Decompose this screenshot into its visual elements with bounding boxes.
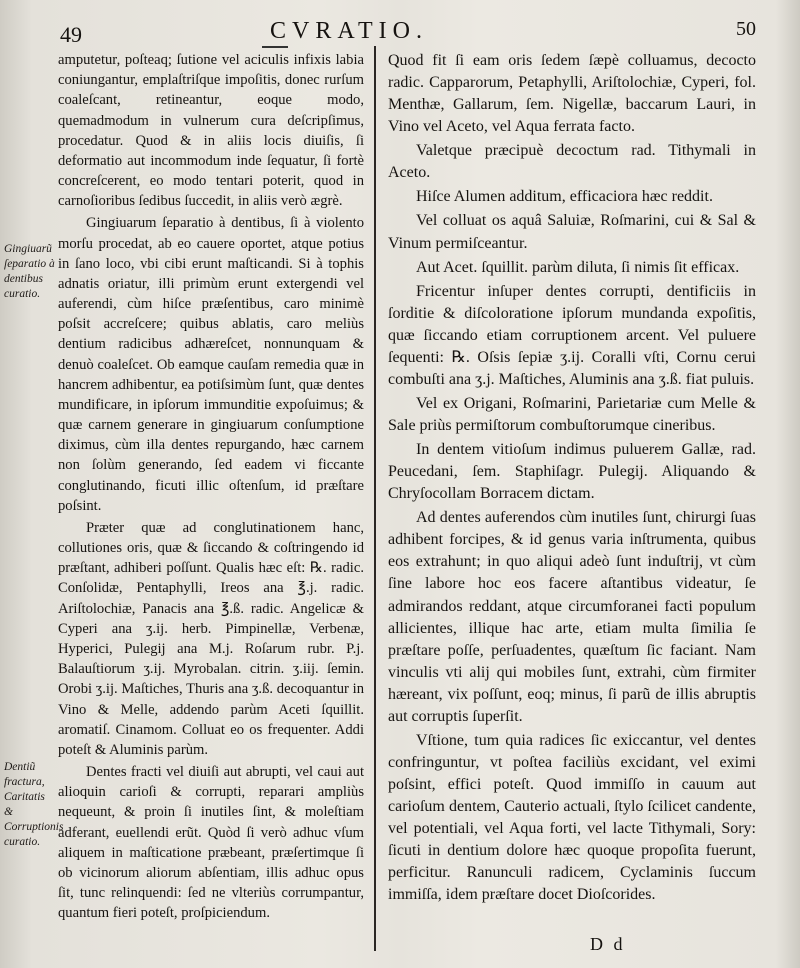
signature-mark: D d xyxy=(590,934,626,954)
folio-left: 49 xyxy=(60,22,82,47)
head-rule xyxy=(262,46,288,48)
paragraph: Vel colluat os aquâ Saluiæ, Roſmarini, cui & Sal & Vinum permiſceantur. xyxy=(388,212,756,252)
paragraph: Quod fit ſi eam oris ſedem ſæpè colluamus, decocto radic. Capparorum, Petaphylli, Ariſtolochiæ, Cyperi, fol. Menthæ, Gallarum, ſem. Nigellæ, baccarum Lauri, in Vino vel Aceto, vel Aqua ferrata facto. xyxy=(388,52,756,136)
paragraph: Vſtione, tum quia radices ſic exiccantur, vel dentes confringuntur, vt poſtea faciliùs excidant, vel eximi poſsint, effici poteſt. Quod immiſſo in cauum aut carioſum dentem, Cauterio actuali, ſtylo ſcilicet candente, vel potentiali, vel Aqua forti, vel lacte Tithymali, Sory: ſicuti in dentium dolore hæc quoque propoſita fuerunt, perficitur. Ranunculi radicem, Cyclaminis ſuccum immiſſa, idem præſtare docet Dioſcorides. xyxy=(388,731,756,904)
right-column xyxy=(388,50,756,908)
folio-right: 50 xyxy=(736,18,756,40)
paragraph: amputetur, poſteaq; ſutione vel aciculis infixis labia coniungantur, emplaſtriſque impoſitis, donec rurſum coaleſcant, retineantur, eoque modo, quemadmodum in vulnerum cura deſcripſimus, procedatur. Quod & in aliis locis diuiſis, ſi deformatio aut incommodum inde ſequatur, ſi fortè concreſcerent, eo modo tentari poterit, quod in carnoſioribus ſedibus ſuccedit, in aliis verò ægrè. xyxy=(58,52,364,210)
paragraph: Vel ex Origani, Roſmarini, Parietariæ cum Melle & Sale priùs permiſtorum combuſtorumque cineribus. xyxy=(388,394,756,434)
paragraph: Ad dentes auferendos cùm inutiles ſunt, chirurgi ſuas adhibent forcipes, & id genus varia inſtrumenta, quibus eos extrahunt; in quo aliqui adeò ſunt induſtrij, vt cùm ſine labore hoc eos facere aſtantibus videatur, ſe admirandos reddant, atque circumforanei facti populum allicientes, illique hac arte, etiam multa ſimilia ſe præſtare poſſe, perſuadentes, quæſtum ſic faciant. Nam vinculis vti alij qui mobiles ſunt, extrahi, cùm firmiter hæreant, vix poſſunt, eoq; minus, ſi parũ de illis abruptis aut corruptis ſuperſit. xyxy=(388,509,756,725)
paragraph: Fricentur inſuper dentes corrupti, dentificiis in ſorditie & diſcoloratione ipſorum mundanda expoſitis, quæ ſiccando etiam corruptionem arcent. Vel puluere ſequenti: ℞. Oſsis ſepiæ ʒ.ij. Coralli vſti, Cornu cerui combuſti ana ʒ.j. Maſtiches, Aluminis ana ʒ.ß. fiat puluis. xyxy=(388,282,756,388)
paragraph: Gingiuarum ſeparatio à dentibus, ſi à violento morſu procedat, ab eo cauere oportet, atque potius in ſano loco, vbi cibi erunt maſticandi. Si à tophis adnatis oriatur, illi primùm erunt extergendi vel auferendi, cùm hiſce præſentibus, caro minimè poſsit accreſcere; quibus ablatis, caro meliùs dentium radicibus adhæreſcet, nonnunquam & denuò coaleſcet. Ob eamque cauſam remedia quæ in hancrem adhibentur, ea potiſsimùm ſunt, quæ dentes mundificare, in ipſorum immunditie expoſuimus; & quæ carnem generare in gingiuarum conſumptione diximus, cùm illa dentes repurgando, hæc carnem non ſolùm generando, ſed eadem vi ficcante conglutinando, ficuti illic oſtenſum, id præſtare poſsint. xyxy=(58,215,364,514)
column-divider xyxy=(374,46,376,951)
running-head xyxy=(0,14,800,47)
margin-note-gums: Gingiuarũ ſeparatio à dentibus curatio. xyxy=(4,243,55,300)
paragraph: Hiſce Alumen additum, efficaciora hæc reddit. xyxy=(416,188,713,206)
paragraph: Præter quæ ad conglutinationem hanc, collutiones oris, quæ & ſiccando & coſtringendo id præſtant, adhiberi poſſunt. Qualis hæc eſt: ℞. radic. Conſolidæ, Pentaphylli, Ireos ana ℥.j. radic. Ariſtolochiæ, Panacis ana ℥.ß. radic. Angelicæ & Cyperi ana ʒ.ij. herb. Pimpinellæ, Verbenæ, Hyperici, Pulegij ana M.j. Roſarum rubr. P.j. Balauſtiorum ʒ.ij. Myrobalan. citrin. ʒ.iij. ſemin. Orobi ʒ.ij. Maſtiches, Thuris ana ʒ.ß. decoquantur in Vino & Melle, addendo parùm Aceti ſquillit. aromatiſ. Cinamom. Colluat eo os frequenter. Addi poteſt & Aluminis parùm. xyxy=(58,519,364,758)
paragraph: Aut Acet. ſquillit. parùm diluta, ſi nimis ſit efficax. xyxy=(416,258,740,276)
paragraph: Dentes fracti vel diuiſi aut abrupti, vel caui aut alioquin carioſi & corrupti, reparari ampliùs nequeunt, & proin ſi inutiles ſint, & moleſtiam adferant, euellendi erũt. Quòd ſi verò adhuc vſum aliquem in maſticatione præbeant, præſertimque ſi ob vicinorum aliorum abſentiam, illis adhuc opus ſit, tunc relinquendi: ſed ne vlteriùs corrumpantur, quantum fieri poteſt, proſpiciendum. xyxy=(58,764,364,922)
paragraph: In dentem vitioſum indimus puluerem Gallæ, rad. Peucedani, ſem. Staphiſagr. Pulegij. Aliquando & Chryſocollam Borracem dictam. xyxy=(388,441,756,503)
left-column xyxy=(58,50,364,925)
margin-note-teeth: Dentiũ fractura, Caritatis & Corruptionis curatio. xyxy=(4,761,64,848)
running-title: CVRATIO. xyxy=(270,18,429,44)
paragraph: Valetque præcipuè decoctum rad. Tithymali in Aceto. xyxy=(388,142,756,182)
